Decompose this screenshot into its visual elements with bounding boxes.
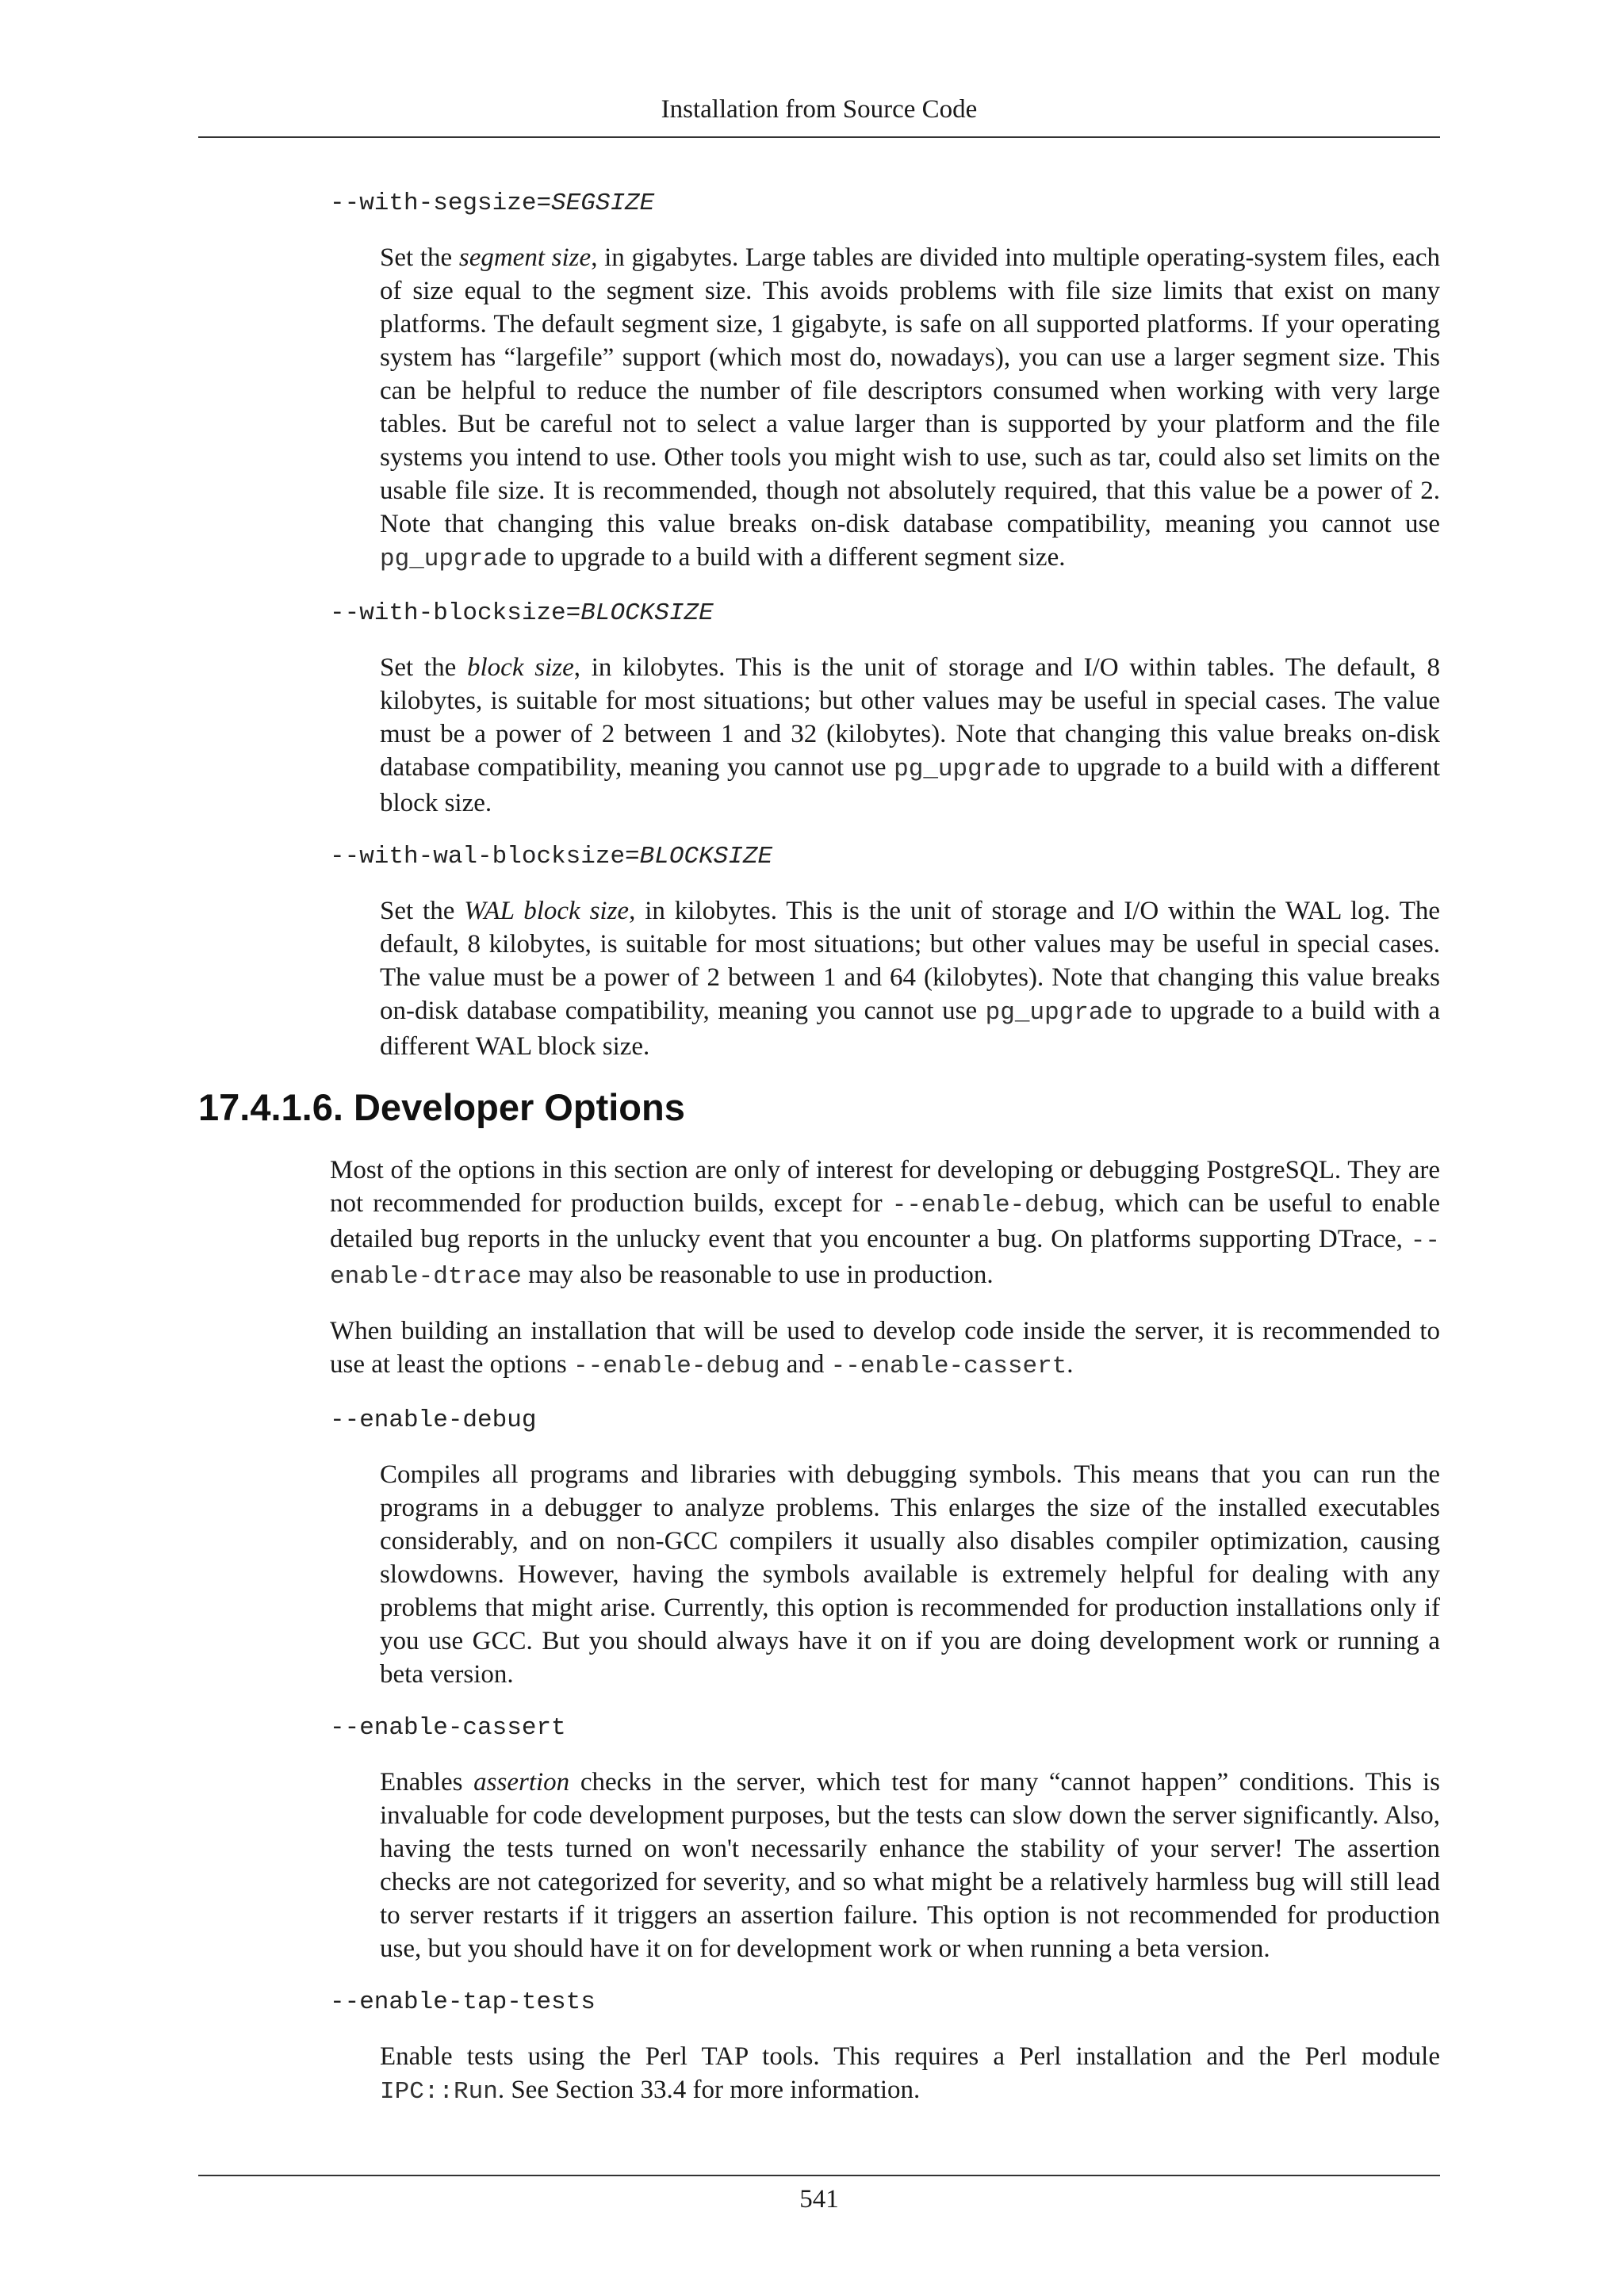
desc-text: to upgrade to a build with a different block size. (380, 753, 1441, 817)
desc-text: . See Section 33.4 for more information. (497, 2076, 921, 2104)
command-name: pg_upgrade (985, 999, 1133, 1027)
emphasis: block size (467, 653, 574, 682)
command-name: pg_upgrade (894, 756, 1042, 783)
section-intro (330, 1314, 1440, 1383)
option-term (330, 597, 1440, 630)
option-flag: --with-wal-blocksize= (330, 843, 640, 871)
emphasis: segment size (458, 243, 592, 272)
desc-text: to upgrade to a build with a different segment size. (527, 543, 1066, 572)
page-number: 541 (799, 2185, 839, 2214)
desc-text: Set the (380, 653, 467, 682)
option-ref: --enable-debug (573, 1353, 780, 1380)
desc-text: Set the (380, 897, 465, 925)
desc-text: Enables (380, 1768, 474, 1797)
command-name: pg_upgrade (380, 545, 528, 573)
option-term (330, 1712, 1440, 1745)
option-flag: --enable-cassert (330, 1714, 566, 1742)
running-header: Installation from Source Code (661, 95, 978, 124)
option-arg: BLOCKSIZE (580, 599, 714, 627)
option-arg: SEGSIZE (551, 189, 655, 217)
desc-text: Enable tests using the Perl TAP tools. This requires a Perl installation and the Perl module (380, 2042, 1440, 2071)
option-term (330, 840, 1440, 874)
desc-text: , in gigabytes. Large tables are divided into multiple operating-system files, each of size equal to the segment size. This avoids problems with file size limits that exist on many platforms. The default segment size, 1 gigabyte, is safe on all supported platforms. If your operating system has “largefile” support (which most do, nowadays), you can use a larger segment size. This can be helpful to reduce the number of file descriptors consumed when working with very large tables. But be careful not to select a value larger than is supported by your platform and the file systems you intend to use. Other tools you might wish to use, such as tar, could also set limits on the usable file size. It is recommended, though not absolutely required, that this value be a power of 2. Note that changing this value breaks on-disk database compatibility, meaning you cannot use (380, 243, 1441, 538)
section-heading: 17.4.1.6. Developer Options (198, 1086, 685, 1128)
footer-rule (198, 2175, 1440, 2176)
option-description (380, 241, 1440, 576)
option-ref: --enable-dtrace (330, 1227, 1440, 1291)
intro-text: may also be reasonable to use in production. (521, 1261, 994, 1289)
emphasis: assertion (473, 1768, 570, 1797)
desc-text: , in kilobytes. This is the unit of storage and I/O within the WAL log. The default, 8 kilobytes, is suitable for most situations; but other values may be useful in special cases. The value must be a power of 2 between 1 and 64 (kilobytes). Note that changing this value breaks on-disk database compatibility, meaning you cannot use (380, 897, 1441, 1025)
module-name: IPC::Run (380, 2078, 498, 2106)
option-term (330, 1404, 1440, 1437)
intro-text: and (779, 1350, 831, 1379)
header-rule (198, 136, 1440, 138)
option-description (380, 1766, 1440, 1965)
option-flag: --enable-tap-tests (330, 1988, 596, 2016)
option-flag: --with-blocksize= (330, 599, 581, 627)
option-flag: --with-segsize= (330, 189, 552, 217)
desc-text: checks in the server, which test for many “cannot happen” conditions. This is invaluable for code development purposes, but the tests can slow down the server significantly. Also, having the tests turned on won't necessarily enhance the stability of your server! The assertion checks are not categorized for severity, and so what might be a relatively harmless bug will still lead to server restarts if it triggers an assertion failure. This option is not recommended for production use, but you should have it on for development work or when running a beta version. (380, 1768, 1440, 1963)
option-ref: --enable-cassert (830, 1353, 1067, 1380)
section-intro (330, 1154, 1440, 1294)
intro-text: . (1067, 1350, 1074, 1379)
desc-text: , in kilobytes. This is the unit of storage and I/O within tables. The default, 8 kilobytes, is suitable for most situations; but other values may be useful in special cases. The value must be a power of 2 between 1 and 32 (kilobytes). Note that changing this value breaks on-disk database compatibility, meaning you cannot use (380, 653, 1440, 782)
option-flag: --enable-debug (330, 1406, 537, 1434)
option-description: Compiles all programs and libraries with debugging symbols. This means that you can run the programs in a debugger to analyze problems. This enlarges the size of the installed executables considerably, and on non-GCC compilers it usually also disables compiler optimization, causing slowdowns. However, having the symbols available is extremely helpful for dealing with any problems that might arise. Currently, this option is recommended for production installations only if you use GCC. But you should always have it on if you are doing development work or running a beta version. (380, 1460, 1440, 1689)
option-ref: --enable-debug (891, 1192, 1099, 1219)
option-description (380, 894, 1440, 1063)
desc-text: to upgrade to a build with a different WAL block size. (380, 997, 1440, 1061)
option-description (380, 2040, 1440, 2109)
intro-text: Most of the options in this section are only of interest for developing or debugging PostgreSQL. They are not recommended for production builds, except for (330, 1156, 1440, 1218)
intro-text: , which can be useful to enable detailed bug reports in the unlucky event that you encounter a bug. On platforms supporting DTrace, (330, 1189, 1440, 1253)
desc-text: Set the (380, 243, 459, 272)
intro-text: When building an installation that will be used to develop code inside the server, it is recommended to use at least the options (330, 1317, 1440, 1379)
page-content (198, 187, 1440, 2130)
emphasis: WAL block size (464, 897, 630, 925)
option-arg: BLOCKSIZE (639, 843, 773, 871)
option-term (330, 187, 1440, 220)
option-description (380, 651, 1440, 820)
option-term (330, 1986, 1440, 2019)
